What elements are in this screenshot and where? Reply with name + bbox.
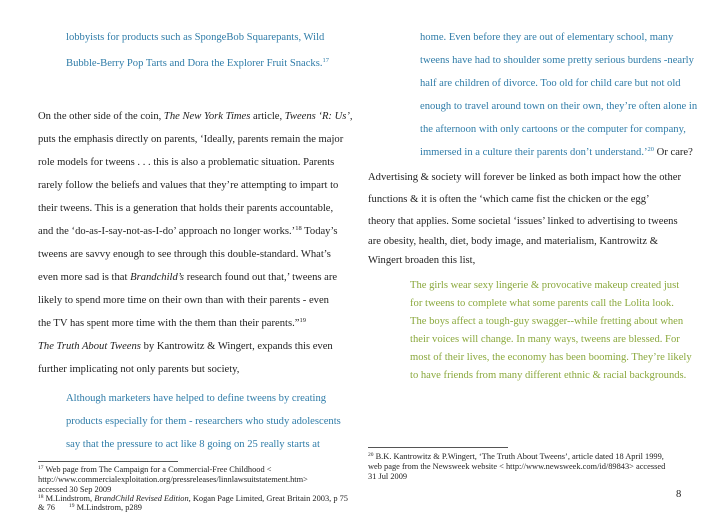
- footnote-17-url: http://www.commercialexploitation.org/pressreleases/linnlawsuitstatement.htm>: [38, 475, 308, 484]
- quote-line: The girls wear sexy lingerie & provocative makeup created just: [410, 280, 680, 291]
- footnote-separator: [368, 447, 508, 448]
- body-line: are obesity, health, diet, body image, and materialism, Kantrowitz &: [368, 236, 658, 247]
- footnote-19-num: 19: [68, 503, 75, 509]
- quote-line: lobbyists for products such as SpongeBob Squarepants, Wild: [66, 32, 325, 43]
- quote-line: to have friends from many different ethnic & racial backgrounds.: [410, 370, 687, 381]
- footnote-18: $^{18}$ M.Lindstrom, BrandChild Revised Edition, Kogan Page Limited, Great Britain 2003, p 75: [38, 494, 348, 503]
- footnote-separator: [38, 461, 178, 462]
- quote-line: half are children of divorce. Too old for child care but not old: [420, 78, 681, 89]
- footnote-ref-20: 20: [647, 146, 655, 153]
- footnote-ref-17: 17: [322, 57, 329, 64]
- body-line: Wingert broaden this list,: [368, 255, 476, 266]
- footnote-20-url: web page from the Newsweek website < http://www.newsweek.com/id/89843> accessed: [368, 462, 666, 471]
- body-line: likely to spend more time on their own than with their parents - even: [38, 295, 329, 306]
- body-line: even more sad is that Brandchild’s research found out that,’ tweens are: [38, 272, 338, 283]
- quote-line: for tweens to complete what some parents call the Lolita look.: [410, 298, 674, 309]
- body-line: role models for tweens . . . this is also a problematic situation. Parents: [38, 157, 335, 168]
- footnote-20-accessed: 31 Jul 2009: [368, 472, 408, 481]
- body-line: further implicating not only parents but society,: [38, 364, 240, 375]
- footnote-ref-19: 19: [299, 317, 306, 324]
- quote-line: tweens have had to shoulder some pretty serious burdens -nearly: [420, 55, 694, 66]
- body-line: theory that applies. Some societal ‘issues’ linked to advertising to tweens: [368, 216, 678, 227]
- footnote-17: $^{17}$ Web page from The Campaign for a Commercial-Free Childhood <: [38, 465, 272, 474]
- quote-line: home. Even before they are out of elementary school, many: [420, 32, 674, 43]
- body-line: puts the emphasis directly on parents, ‘Ideally, parents remain the major: [38, 134, 344, 145]
- quote-line: The boys affect a tough-guy swagger--while fretting about when: [410, 316, 684, 327]
- body-line: and the ‘do-as-I-say-not-as-I-do’ approach no longer works.’$^{18}$ Today’s: [38, 225, 338, 237]
- quote-line: say that the pressure to act like 8 going on 25 really starts at: [66, 439, 320, 450]
- quote-line: Although marketers have helped to define tweens by creating: [66, 393, 327, 404]
- body-line: the TV has spent more time with the them than their parents.”$^{19}$: [38, 317, 306, 329]
- quote-line: most of their lives, the economy has been booming. They’re likely: [410, 352, 692, 363]
- body-line: On the other side of the coin, The New York Times article, Tweens ‘R: Us’,: [38, 111, 353, 122]
- quote-line: immersed in a culture their parents don’t understand.’$^{20}$ Or care?: [420, 146, 693, 158]
- body-line: their tweens. This is a generation that holds their parents accountable,: [38, 203, 334, 214]
- footnote-18-cont: & 76 $^{19}$ M.Lindstrom, p289: [38, 503, 142, 512]
- body-line: functions & it is often the ‘which came fist the chicken or the egg’: [368, 194, 650, 205]
- body-line: The Truth About Tweens by Kantrowitz & Wingert, expands this even: [38, 341, 333, 352]
- quote-line: products especially for them - researchers who study adolescents: [66, 416, 341, 427]
- footnote-17-accessed: accessed 30 Sep 2009: [38, 485, 112, 494]
- quote-line: Bubble-Berry Pop Tarts and Dora the Explorer Fruit Snacks.$^{17}$: [66, 57, 329, 69]
- quote-line: the afternoon with only cartoons or the computer for company,: [420, 124, 686, 135]
- body-line: Advertising & society will forever be linked as both impact how the other: [368, 172, 682, 183]
- quote-line: enough to travel around town on their own, they’re often alone in: [420, 101, 698, 112]
- footnote-19: M.Lindstrom, p289: [74, 503, 142, 512]
- footnote-ref-18: 18: [295, 225, 302, 232]
- body-line: tweens are savvy enough to see through this double-standard. What’s: [38, 249, 331, 260]
- page-number: 8: [676, 489, 682, 500]
- body-line: rarely follow the beliefs and values that they’re attempting to impart to: [38, 180, 339, 191]
- quote-line: their voices will change. In many ways, tweens are blessed. For: [410, 334, 680, 345]
- footnote-20: $^{20}$ B.K. Kantrowitz & P.Wingert, ‘The Truth About Tweens’, article dated 18 April 1999,: [368, 452, 664, 461]
